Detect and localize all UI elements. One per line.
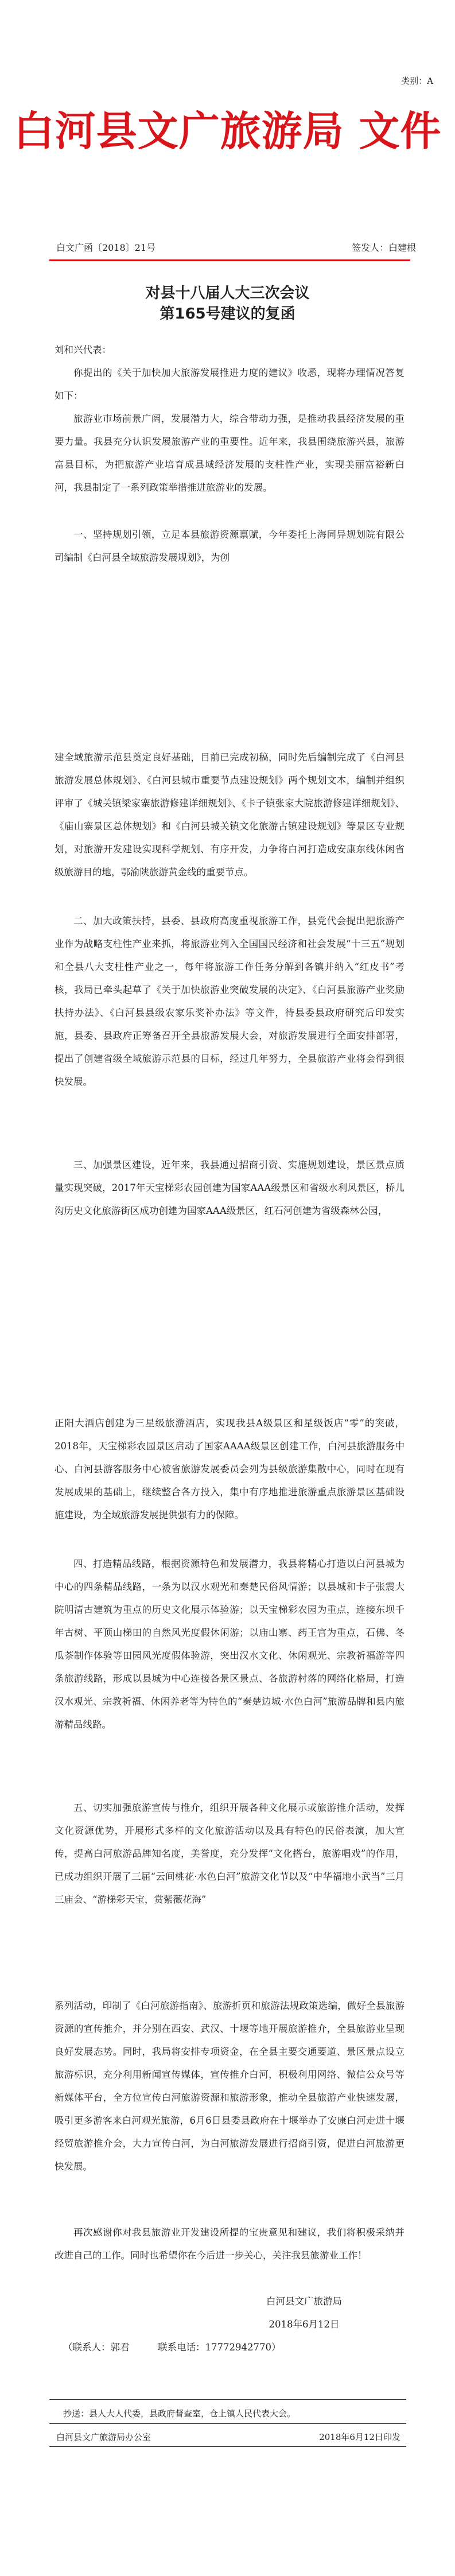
paragraph-routes: 四、打造精品线路，根据资源特色和发展潜力，我县将精心打造以白河县城为中心的四条精品线路，一条为以汉水观光和秦楚民俗风情游；以县城和卡子张震大院明清古建筑为重点的历史文化展示体验游；以天宝梯彩农园为重点，连接东坝千年古树、平顶山梯田的自然风光度假休闲游；以庙山寨、药王宫为重点，石佛、冬瓜茶制作体验等田园风光度假体验游，突出汉水文化、休闲观光、宗教祈福游等四条旅游线路，形成以县城为中心连接各景区景点、各旅游村落的网络化格局，打造汉水观光、宗教祈福、休闲养老等为特色的“秦楚边城·水色白河”旅游品牌和县内旅游精品线路。 <box>55 1558 405 1730</box>
issuing-office: 白河县文广旅游局办公室 <box>56 2432 151 2442</box>
closing-date: 2018年6月12日 <box>269 2319 340 2330</box>
footer-bottom-line <box>49 2446 406 2447</box>
red-divider-line <box>49 259 410 261</box>
paragraph-planning-start: 一、坚持规划引领，立足本县旅游资源禀赋，今年委托上海同异规划院有限公司编制《白河县全域旅游发展规划》，为创 <box>55 529 405 563</box>
category-label: 类别：A <box>401 76 433 86</box>
paragraph-policy: 二、加大政策扶持，县委、县政府高度重视旅游工作，县党代会提出把旅游产业作为战略支柱性产业来抓，将旅游业列入全国国民经济和社会发展“十三五”规划和全县八大支柱性产业之一，每年将旅游工作任务分解到各镇并纳入“红皮书”考核，我局已牵头起草了《关于加快旅游业突破发展的决定》、《白河县旅游产业奖励扶持办法》、《白河县县级农家乐奖补办法》等文件，待县委县政府研究后印发实施，县委、县政府正筹备召开全县旅游发展大会，对旅游发展进行全面安排部署，提出了创建省级全域旅游示范县的目标，经过几年努力，全县旅游产业将会得到很快发展。 <box>55 915 405 1087</box>
paragraph-thanks: 再次感谢你对我县旅游业开发建设所提的宝贵意见和建议，我们将积极采纳并改进自己的工作。同时也希望你在今后进一步关心，关注我县旅游业工作！ <box>55 2227 405 2261</box>
paragraph-scenic-continued: 正阳大酒店创建为三星级旅游酒店，实现我县A级景区和星级饭店“零”的突破，2018年，天宝梯彩农园景区启动了国家AAAA级景区创建工作，白河县旅游服务中心、白河县游客服务中心被省旅游发展委员会列为县级旅游集散中心，同时在现有发展成果的基础上，继续整合各方投入，集中有序地推进旅游重点旅游景区基础设施建设，为全域旅游发展提供强有力的保障。 <box>55 1418 405 1520</box>
paragraph-overview: 旅游业市场前景广阔，发展潜力大，综合带动力强，是推动我县经济发展的重要力量。我县充分认识发展旅游产业的重要性。近年来，我县围绕旅游兴县，旅游富县目标，为把旅游产业培育成县域经济发展的支柱性产业，实现美丽富裕新白河，我县制定了一系列政策举措推进旅游业的发展。 <box>55 413 405 493</box>
page-title-line1: 对县十八届人大三次会议 <box>145 285 310 302</box>
page-title-line2: 第165号建议的复函 <box>160 305 295 323</box>
salutation: 刘和兴代表： <box>55 344 111 355</box>
document-number: 白文广函〔2018〕21号 <box>56 242 156 253</box>
print-date: 2018年6月12日印发 <box>319 2432 400 2442</box>
paragraph-promotion-continued: 系列活动，印制了《白河旅游指南》、旅游折页和旅游法规政策选编，做好全县旅游资源的宣传推介，并分别在西安、武汉、十堰等地开展旅游推介，全县旅游业呈现良好发展态势。同时，我局将安排专项资金，在全县主要交通要道、景区景点设立旅游标识，充分利用新闻宣传媒体，宣传推介白河，积极利用网络、微信公众号等新媒体平台，全方位宣传白河旅游资源和旅游形象，推动全县旅游产业快速发展，吸引更多游客来白河观光旅游，6月6日县委县政府在十堰举办了安康白河走进十堰经贸旅游推介会，大力宣传白河，为白河旅游发展进行招商引资，促进白河旅游更快发展。 <box>55 2000 405 2172</box>
document-header-title: 白河县文广旅游局 文件 <box>13 107 442 155</box>
paragraph-intro: 你提出的《关于加快加大旅游发展推进力度的建议》收悉，现将办理情况答复如下： <box>55 367 405 401</box>
closing-organization: 白河县文广旅游局 <box>266 2296 342 2307</box>
footer-top-line <box>49 2399 406 2400</box>
footer-middle-line <box>49 2423 406 2424</box>
signer: 签发人：白建根 <box>351 242 416 253</box>
paragraph-scenic-start: 三、加强景区建设，近年来，我县通过招商引资、实施规划建设，景区景点质量实现突破，2017年天宝梯彩农园创建为国家AAA级景区和省级水利风景区，桥儿沟历史文化旅游街区成功创建为国家AAA级景区，红石河创建为省级森林公园， <box>55 1159 405 1216</box>
paragraph-planning-continued: 建全域旅游示范县奠定良好基础，目前已完成初稿，同时先后编制完成了《白河县旅游发展总体规划》、《白河县城市重要节点建设规划》两个规划文本，编制并组织评审了《城关镇梁家寨旅游修建详细规划》、《卡子镇张家大院旅游修建详细规划》、《庙山寨景区总体规划》和《白河县城关镇文化旅游古镇建设规划》等景区专业规划，对旅游开发建设实现科学规划、有序开发，力争将白河打造成安康东线休闲省级旅游目的地，鄂渝陕旅游黄金线的重要节点。 <box>55 752 405 878</box>
cc-list: 抄送：县人大人代委，县政府督查室，仓上镇人民代表大会。 <box>63 2408 296 2419</box>
contact-info: （联系人：郭君 联系电话：17772942770） <box>63 2342 281 2353</box>
paragraph-promotion-start: 五、切实加强旅游宣传与推介，组织开展各种文化展示或旅游推介活动，发挥文化资源优势，开展形式多样的文化旅游活动以及具有特色的民俗表演，加大宣传，提高白河旅游品牌知名度，美誉度，充分发挥“文化搭台，旅游唱戏”的作用，已成功组织开展了三届“云间桃花·水色白河”旅游文化节以及“中华福地小武当”三月三庙会、“游梯彩天宝，赏紫薇花海” <box>55 1802 405 1905</box>
